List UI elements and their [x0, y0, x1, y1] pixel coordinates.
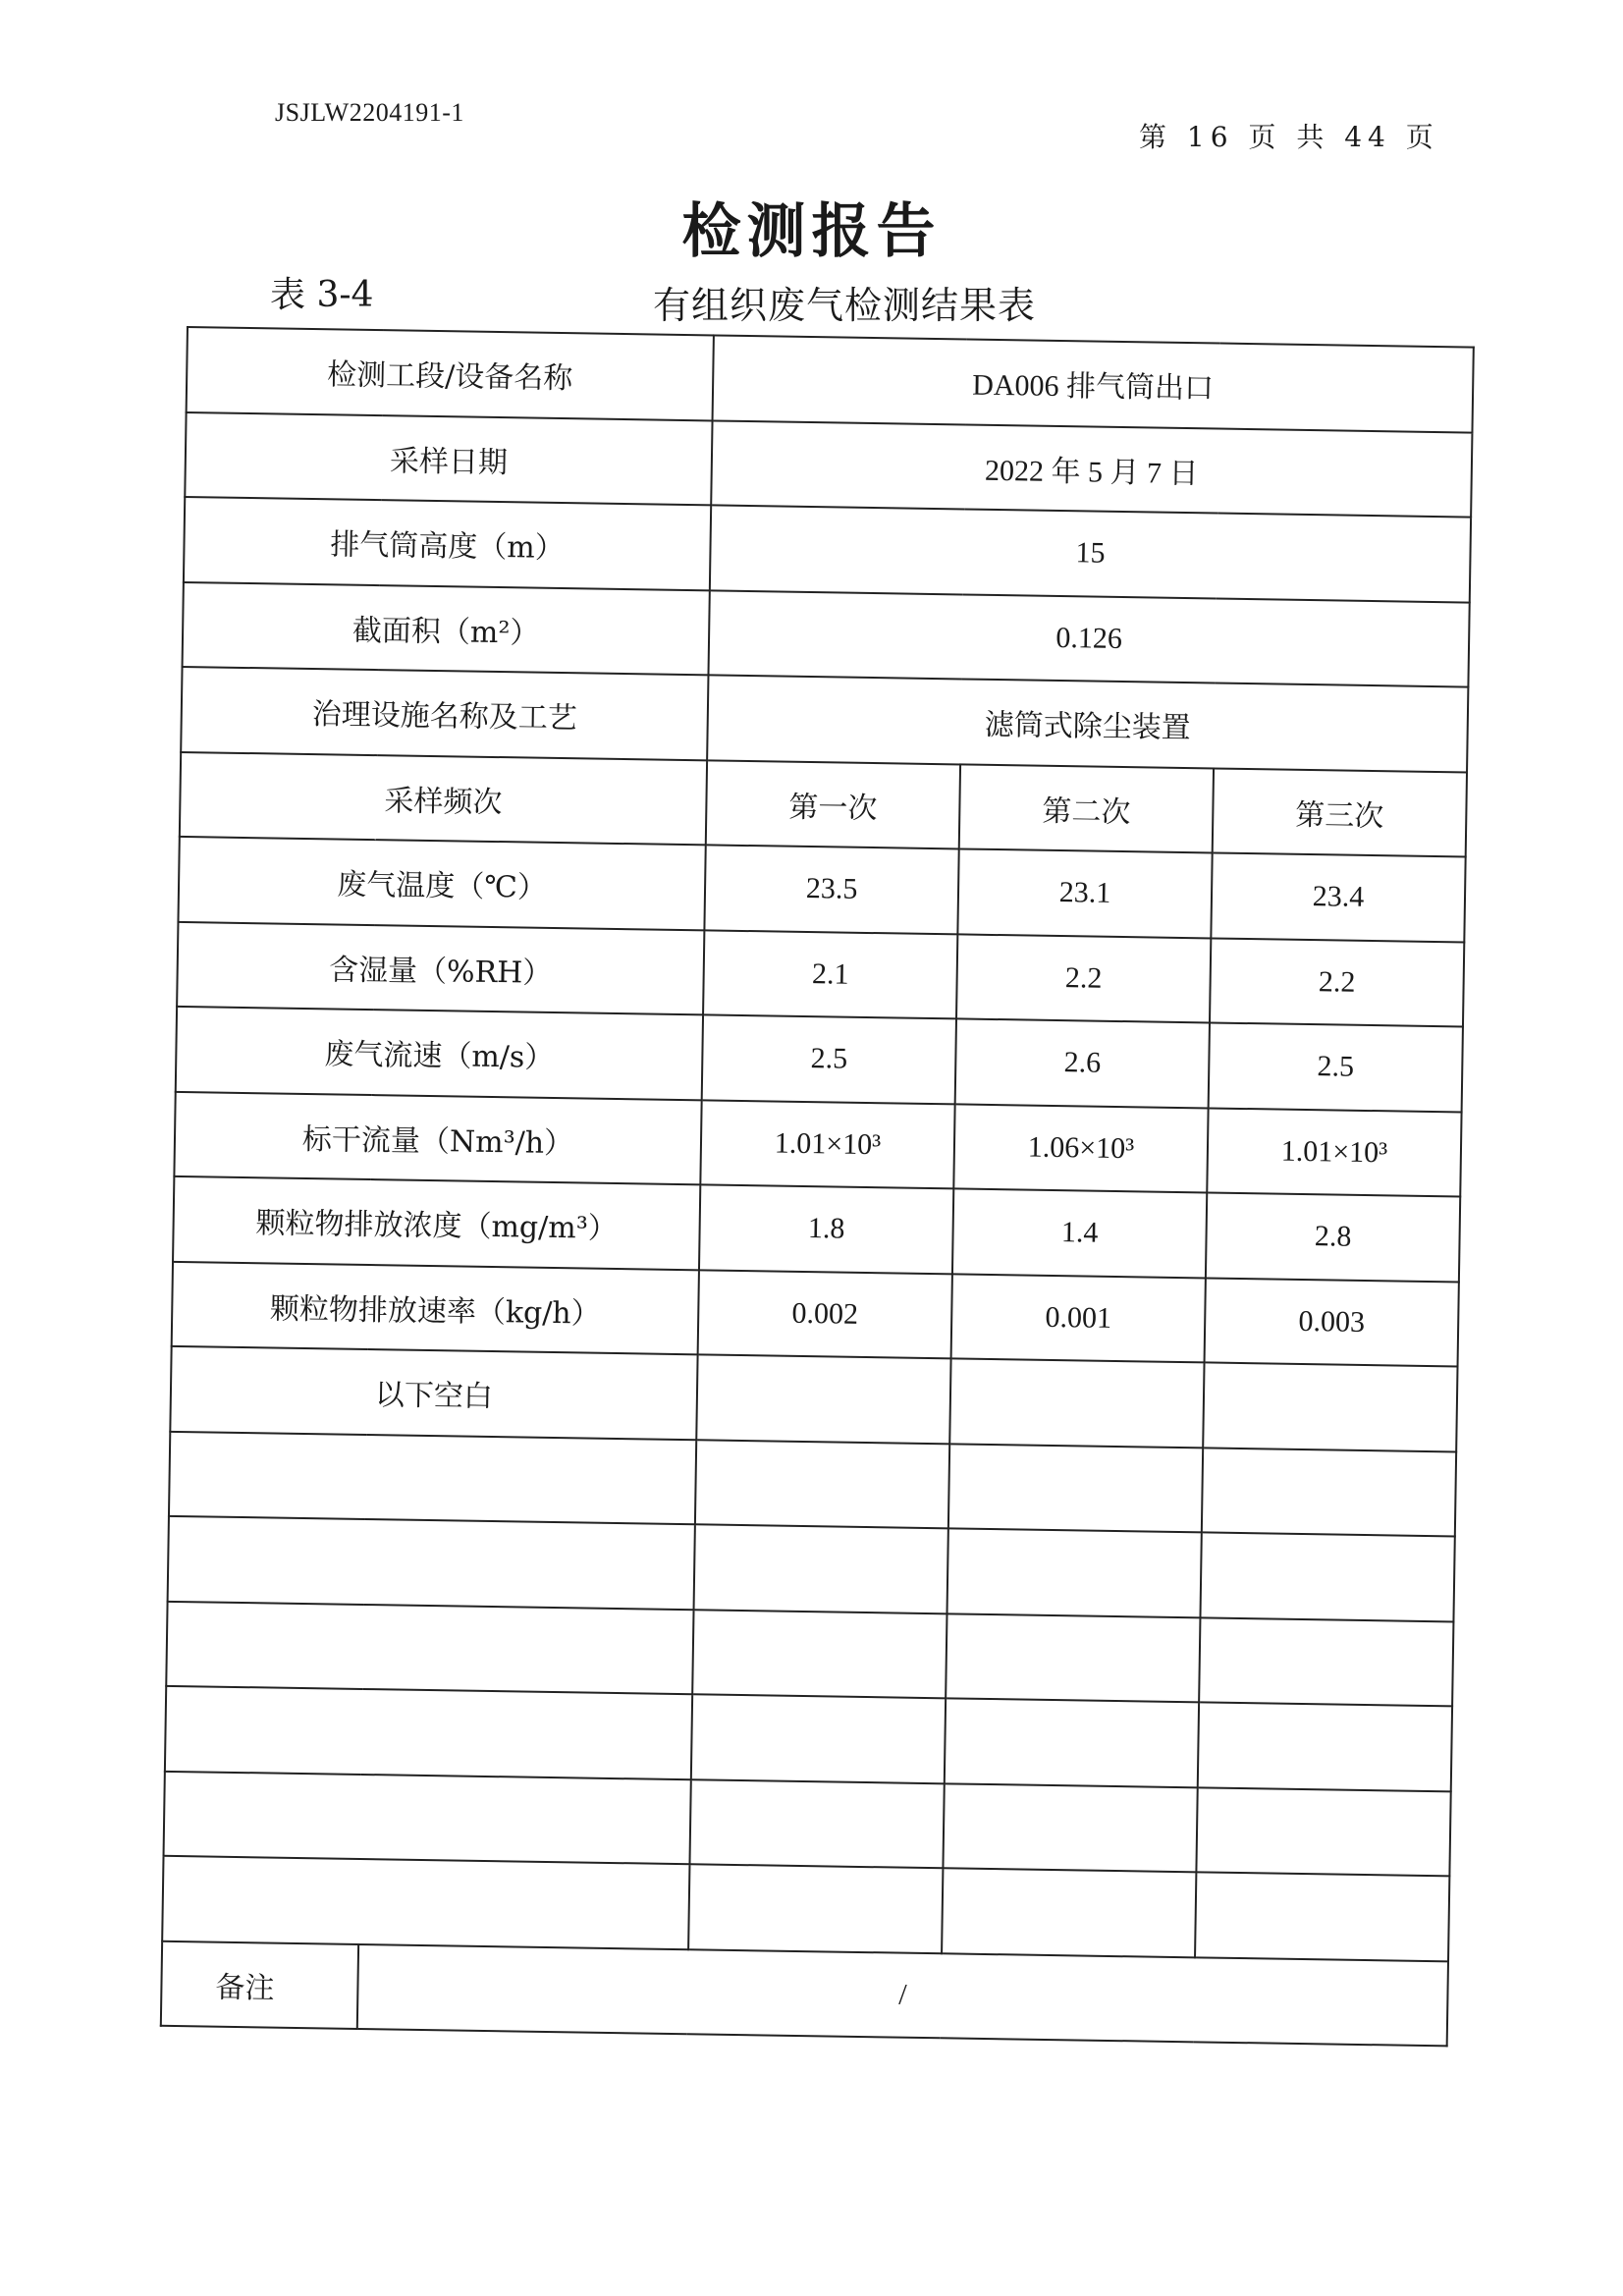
empty-cell [696, 1354, 950, 1444]
empty-cell [692, 1610, 947, 1699]
data-cell: 1.01×10³ [700, 1100, 954, 1189]
data-cell: 2.6 [955, 1018, 1210, 1108]
empty-cell [688, 1864, 943, 1953]
data-cell: 23.4 [1211, 852, 1465, 942]
results-table [160, 326, 1475, 2047]
empty-cell [949, 1358, 1204, 1448]
blank-note: 以下空白 [170, 1346, 697, 1440]
empty-cell [1202, 1448, 1456, 1537]
empty-cell [165, 1686, 692, 1779]
data-cell: 1.01×10³ [1207, 1108, 1461, 1197]
empty-cell [689, 1779, 944, 1869]
data-cell: 2.1 [703, 930, 957, 1019]
table-number: 表 3-4 [270, 275, 374, 315]
empty-cell [162, 1856, 689, 1949]
data-cell: 1.8 [699, 1184, 953, 1274]
empty-cell [169, 1431, 696, 1524]
remark-value: / [357, 1943, 1448, 2046]
page-number: 第 16 页 共 44 页 [1139, 121, 1439, 153]
data-cell: 2.5 [702, 1014, 956, 1104]
empty-cell [168, 1516, 695, 1610]
row-label: 治理设施名称及工艺 [181, 667, 708, 760]
empty-cell [695, 1440, 949, 1529]
data-cell: 0.002 [698, 1270, 952, 1359]
row-label: 颗粒物排放速率（kg/h） [172, 1261, 699, 1354]
column-header: 第二次 [959, 764, 1214, 853]
row-value: 0.126 [708, 590, 1469, 687]
empty-cell [1203, 1362, 1457, 1451]
empty-cell [946, 1613, 1200, 1703]
empty-cell [948, 1444, 1203, 1533]
data-cell: 23.5 [704, 845, 958, 934]
empty-cell [694, 1524, 948, 1613]
empty-cell [1198, 1702, 1452, 1791]
data-cell: 2.2 [956, 934, 1211, 1023]
empty-cell [1200, 1532, 1454, 1621]
data-cell: 1.4 [952, 1188, 1207, 1278]
data-cell: 1.06×10³ [953, 1104, 1208, 1193]
row-label: 采样日期 [185, 412, 712, 506]
column-header: 第三次 [1213, 768, 1467, 857]
row-label: 检测工段/设备名称 [187, 327, 714, 420]
empty-cell [947, 1528, 1202, 1617]
remark-label: 备注 [161, 1941, 358, 2029]
empty-cell [943, 1783, 1197, 1873]
row-label: 排气筒高度（m） [184, 497, 711, 590]
row-label: 截面积（m²） [183, 581, 710, 675]
row-value: 滤筒式除尘装置 [707, 675, 1468, 772]
report-title: 检测报告 [681, 197, 942, 266]
data-cell: 23.1 [957, 848, 1212, 938]
empty-cell [1195, 1872, 1449, 1961]
data-cell: 2.8 [1206, 1192, 1460, 1282]
empty-cell [166, 1601, 693, 1694]
data-cell: 0.003 [1205, 1278, 1459, 1367]
row-label: 废气温度（℃） [178, 837, 705, 930]
row-label: 含湿量（%RH） [177, 921, 704, 1014]
empty-cell [164, 1771, 691, 1864]
empty-cell [942, 1868, 1196, 1957]
data-cell: 2.2 [1210, 938, 1464, 1027]
table-title: 有组织废气检测结果表 [653, 284, 1037, 327]
empty-cell [945, 1698, 1199, 1787]
row-label: 废气流速（m/s） [176, 1007, 703, 1100]
empty-cell [691, 1694, 946, 1783]
data-cell: 2.5 [1209, 1022, 1463, 1112]
document-id: JSJLW2204191-1 [275, 98, 464, 127]
row-label: 颗粒物排放浓度（mg/m³） [173, 1176, 700, 1270]
column-header: 第一次 [706, 760, 960, 849]
row-label: 标干流量（Nm³/h） [174, 1091, 701, 1184]
empty-cell [1199, 1617, 1453, 1707]
row-value: DA006 排气筒出口 [713, 335, 1474, 432]
row-value: 15 [710, 505, 1471, 602]
row-value: 2022 年 5 月 7 日 [711, 420, 1472, 518]
empty-cell [1196, 1787, 1450, 1877]
row-label: 采样频次 [180, 751, 707, 845]
data-cell: 0.001 [951, 1274, 1206, 1363]
